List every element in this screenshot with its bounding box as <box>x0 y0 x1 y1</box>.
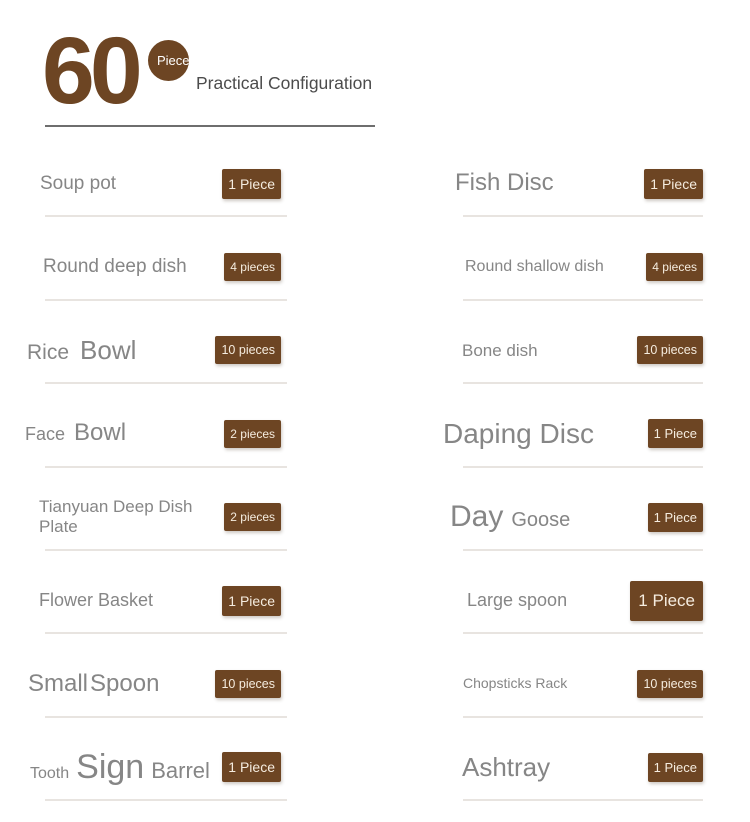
quantity-badge: 4 pieces <box>224 253 281 281</box>
list-item <box>443 718 703 801</box>
item-label-part: Spoon <box>90 669 160 697</box>
item-label <box>40 173 116 194</box>
quantity-badge: 10 pieces <box>215 670 281 698</box>
item-column-right <box>443 134 703 801</box>
item-label-part: Round shallow dish <box>465 258 604 276</box>
item-label <box>463 675 567 693</box>
item-label-part: Day <box>450 500 504 534</box>
item-label <box>39 590 153 611</box>
piece-count-circle <box>148 40 197 81</box>
item-label <box>43 256 187 277</box>
list-item <box>443 551 703 634</box>
quantity-badge: 4 pieces <box>646 253 703 281</box>
list-item <box>25 468 287 551</box>
item-label-part: Fish Disc <box>455 169 554 197</box>
item-label-part: Large spoon <box>467 590 568 611</box>
item-label <box>450 500 570 534</box>
quantity-badge: 1 Piece <box>648 419 703 448</box>
item-label-part: Bone dish <box>462 340 538 360</box>
item-label-part: Tianyuan Deep Dish Plate <box>39 497 193 537</box>
list-item <box>25 718 287 801</box>
item-label-part: Chopsticks Rack <box>463 675 568 692</box>
item-label <box>30 748 210 786</box>
list-item <box>25 134 287 217</box>
item-label <box>27 336 136 365</box>
item-label <box>467 590 567 611</box>
item-label-part: Tooth <box>30 765 70 783</box>
row-divider <box>463 799 703 801</box>
item-label-part: Barrel <box>151 758 210 784</box>
list-item <box>443 634 703 717</box>
quantity-badge: 1 Piece <box>648 503 703 532</box>
item-label-part: Daping Disc <box>443 418 594 450</box>
piece-count-number: 60 <box>42 18 138 124</box>
quantity-badge: 1 Piece <box>222 586 281 616</box>
list-item <box>443 134 703 217</box>
item-label <box>465 258 604 276</box>
item-column-left <box>25 134 287 801</box>
row-divider <box>45 799 287 801</box>
item-label <box>462 341 538 361</box>
header-subtitle: Practical Configuration <box>196 73 373 93</box>
list-item <box>443 384 703 467</box>
item-label-part: Small <box>28 669 89 697</box>
list-item <box>25 301 287 384</box>
list-item <box>443 217 703 300</box>
item-label <box>462 753 550 782</box>
item-label-part: Rice <box>27 340 70 364</box>
item-label <box>455 170 554 197</box>
quantity-badge: 1 Piece <box>648 753 703 782</box>
quantity-badge: 1 Piece <box>222 169 281 199</box>
list-item <box>25 384 287 467</box>
quantity-badge: 2 pieces <box>224 420 281 448</box>
quantity-badge: 10 pieces <box>215 336 281 364</box>
item-label <box>25 420 126 447</box>
quantity-badge: 10 pieces <box>637 670 703 698</box>
item-label-part: Soup pot <box>40 173 117 195</box>
quantity-badge: 1 Piece <box>222 752 281 782</box>
item-label-part: Bowl <box>80 334 137 365</box>
quantity-badge: 1 Piece <box>644 169 703 199</box>
header-rule <box>45 125 375 127</box>
item-label <box>28 671 159 698</box>
list-item <box>25 217 287 300</box>
item-label-part: Round deep dish <box>43 256 187 278</box>
item-label-part: Ashtray <box>462 751 551 782</box>
piece-count-circle-label: Pieces <box>157 53 197 68</box>
list-item <box>25 551 287 634</box>
item-label-part: Bowl <box>74 419 127 447</box>
item-label-part: Sign <box>76 748 145 787</box>
quantity-badge: 10 pieces <box>637 336 703 364</box>
item-label-part: Flower Basket <box>39 590 154 611</box>
item-label-part: Face <box>25 424 66 445</box>
list-item <box>25 634 287 717</box>
item-label-part: Goose <box>511 509 571 532</box>
quantity-badge: 1 Piece <box>630 581 703 621</box>
quantity-badge: 2 pieces <box>224 503 281 531</box>
item-label <box>443 418 594 449</box>
list-item <box>443 468 703 551</box>
item-label <box>39 497 209 537</box>
list-item <box>443 301 703 384</box>
